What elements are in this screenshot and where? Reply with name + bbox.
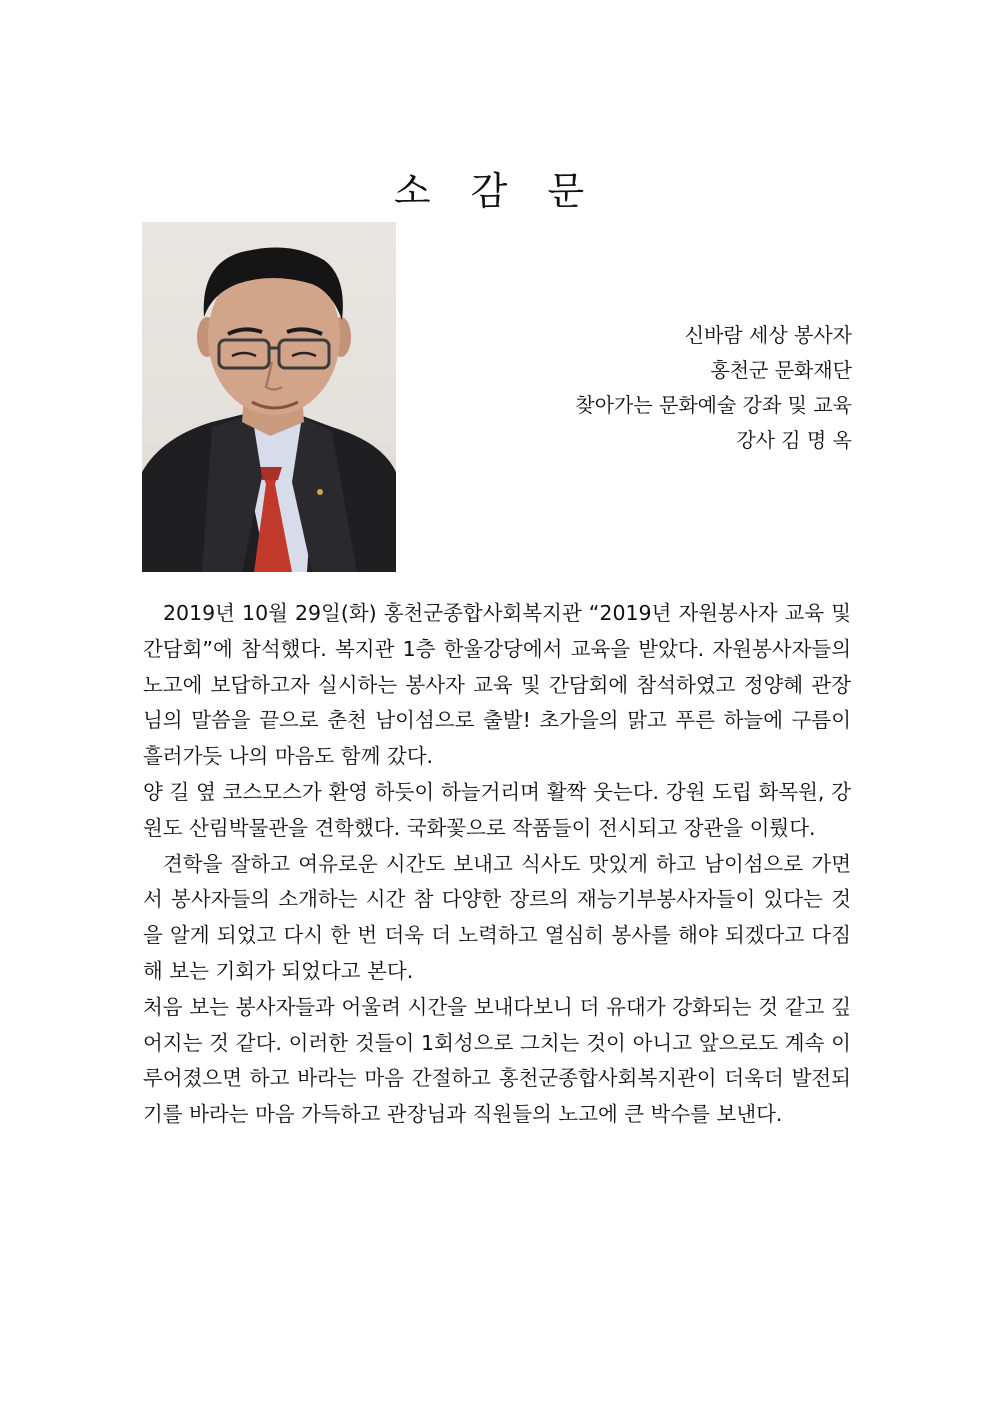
essay-body <box>143 596 851 1133</box>
document-title: 소 감 문 <box>393 169 599 213</box>
author-byline <box>575 318 852 458</box>
byline-line: 홍천군 문화재단 <box>710 358 852 382</box>
byline-line: 강사 김 명 옥 <box>736 428 852 452</box>
body-paragraph: 처음 보는 봉사자들과 어울려 시간을 보내다보니 더 유대가 강화되는 것 같고 깊어지는 것 같다. 이러한 것들이 1회성으로 그치는 것이 아니고 앞으로도 계속 이루어졌으면 하고 바라는 마음 간절하고 홍천군종합사회복지관이 더욱더 발전되기를 바라는 마음 가득하고 관장님과 직원들의 노고에 큰 박수를 보낸다. <box>143 994 851 1127</box>
author-portrait-photo <box>142 222 396 572</box>
body-paragraph: 견학을 잘하고 여유로운 시간도 보내고 식사도 맛있게 하고 남이섬으로 가면서 봉사자들의 소개하는 시간 참 다양한 장르의 재능기부봉사자들이 있다는 것을 알게 되었고 다시 한 번 더욱 더 노력하고 열심히 봉사를 해야 되겠다고 다짐해 보는 기회가 되었다고 본다. <box>143 851 851 983</box>
byline-line: 찾아가는 문화예술 강좌 및 교육 <box>575 393 852 417</box>
body-paragraph: 2019년 10월 29일(화) 홍천군종합사회복지관 “2019년 자원봉사자 교육 및 간담회”에 참석했다. 복지관 1층 한울강당에서 교육을 받았다. 자원봉사자들의 노고에 보답하고자 실시하는 봉사자 교육 및 간담회에 참석하였고 정양혜 관장님의 말씀을 끝으로 춘천 남이섬으로 출발! 초가을의 맑고 푸른 하늘에 구름이 흘러가듯 나의 마음도 함께 갔다. <box>143 601 851 769</box>
body-paragraph: 양 길 옆 코스모스가 환영 하듯이 하늘거리며 활짝 웃는다. 강원 도립 화목원, 강원도 산림박물관을 견학했다. 국화꽃으로 작품들이 전시되고 장관을 이뤘다. <box>143 779 851 840</box>
byline-line: 신바람 세상 봉사자 <box>684 323 852 347</box>
